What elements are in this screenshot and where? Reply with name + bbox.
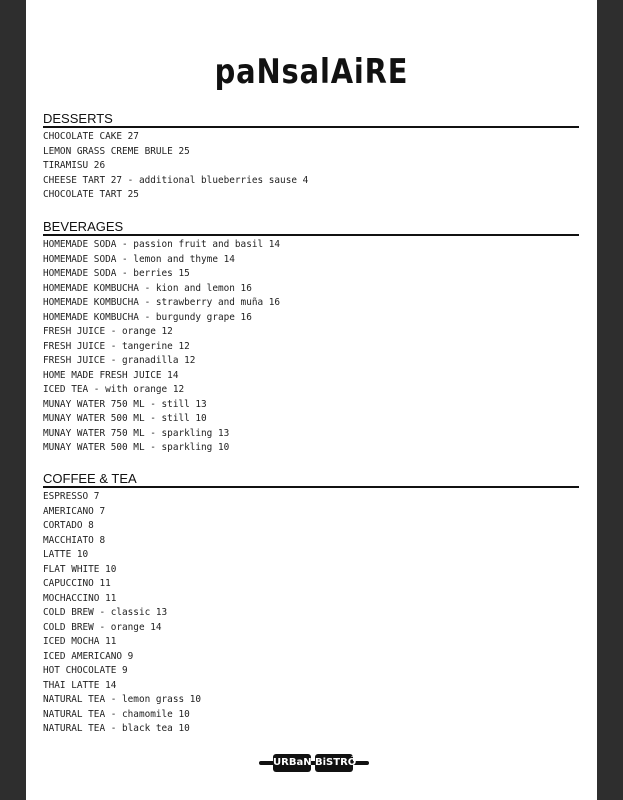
menu-item: NATURAL TEA - lemon grass 10 [43,694,202,705]
pansalaire-logo: paNsalAiRE [214,52,409,92]
menu-item: FLAT WHITE 10 [43,563,117,575]
menu-item: HOME MADE FRESH JUICE 14 [43,369,179,381]
menu-item: MUNAY WATER 750 ML - sparkling 13 [43,427,230,439]
section-title: COFFEE & TEA [43,471,137,486]
footer-logo-word: URBaN [273,754,311,772]
divider [43,126,579,128]
footer-logo-word: BiSTRÓ [315,754,353,772]
menu-item: LATTE 10 [43,549,89,560]
section-coffee-tea [43,471,579,737]
section-desserts [43,111,579,203]
menu-item: HOMEMADE SODA - passion fruit and basil 14 [43,239,281,250]
menu-page [26,0,597,800]
menu-item: TIRAMISU 26 [43,160,106,171]
menu-item: CHEESE TART 27 - additional blueberries sause 4 [43,174,309,186]
menu-item: COLD BREW - orange 14 [43,621,162,633]
menu-item: FRESH JUICE - granadilla 12 [43,355,196,366]
menu-item: HOMEMADE SODA - lemon and thyme 14 [43,253,235,265]
menu-item: MOCHACCINO 11 [43,592,117,604]
menu-item: THAI LATTE 14 [43,679,117,691]
menu-item: NATURAL TEA - black tea 10 [43,723,190,734]
menu-item: NATURAL TEA - chamomile 10 [43,708,190,720]
section-beverages [43,219,579,456]
menu-item: MUNAY WATER 500 ML - still 10 [43,413,207,424]
menu-item: HOMEMADE KOMBUCHA - burgundy grape 16 [43,311,252,323]
menu-item: LEMON GRASS CREME BRULE 25 [43,145,190,157]
menu-item: ICED TEA - with orange 12 [43,384,185,395]
section-title: DESSERTS [43,111,113,126]
menu-item: ICED AMERICANO 9 [43,650,134,662]
menu-item: MACCHIATO 8 [43,534,106,546]
menu-item: ESPRESSO 7 [43,491,100,502]
urban-bistro-logo [259,754,369,772]
menu-item: CORTADO 8 [43,520,94,531]
divider [43,486,579,488]
menu-item: HOMEMADE SODA - berries 15 [43,268,190,279]
menu-item: CHOCOLATE TART 25 [43,189,139,200]
menu-item: HOT CHOCOLATE 9 [43,665,128,676]
menu-item: HOMEMADE KOMBUCHA - strawberry and muña 16 [43,297,281,308]
menu-item: ICED MOCHA 11 [43,636,117,647]
divider [43,234,579,236]
menu-item: MUNAY WATER 500 ML - sparkling 10 [43,442,230,453]
menu-item: AMERICANO 7 [43,505,106,517]
section-title: BEVERAGES [43,219,124,234]
menu-item: FRESH JUICE - orange 12 [43,326,173,337]
menu-item: CAPUCCINO 11 [43,578,111,589]
menu-item: CHOCOLATE CAKE 27 [43,131,139,142]
menu-item: HOMEMADE KOMBUCHA - kion and lemon 16 [43,282,252,294]
menu-item: COLD BREW - classic 13 [43,607,168,618]
menu-item: MUNAY WATER 750 ML - still 13 [43,398,207,410]
menu-item: FRESH JUICE - tangerine 12 [43,340,190,352]
